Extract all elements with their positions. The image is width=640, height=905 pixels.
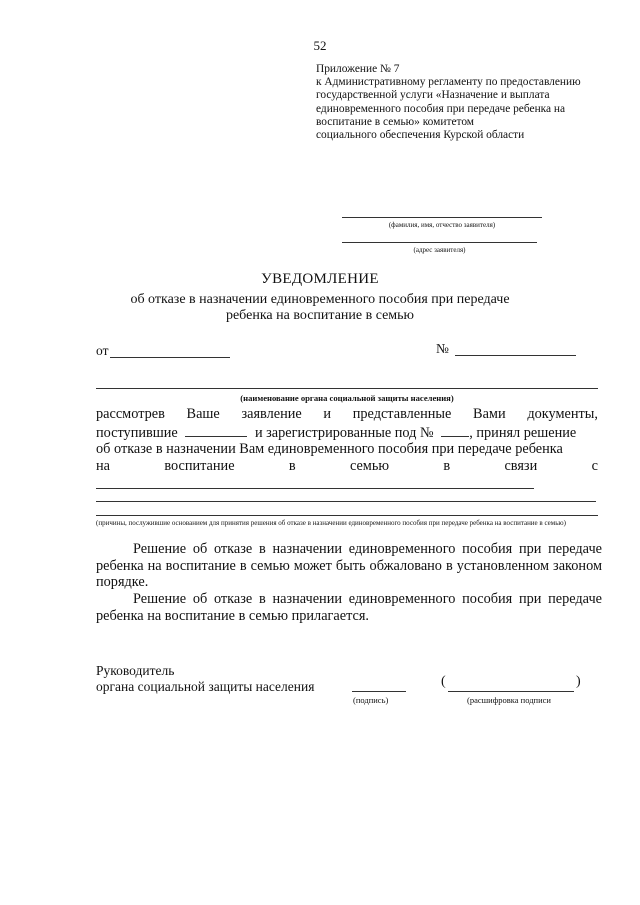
document-subtitle	[0, 292, 640, 324]
signature-line[interactable]	[352, 691, 406, 692]
reason-caption: (причины, послужившие основанием для принятия решения об отказе в назначении единовременного пособия при передаче ребенка на воспитание в семью)	[96, 519, 566, 527]
body-text-part: поступившие	[96, 425, 178, 441]
reason-line-2[interactable]	[96, 501, 596, 502]
appeal-paragraph: Решение об отказе в назначении единовременного пособия при передаче ребенка на воспитание в семью может быть обжаловано в установленном законом порядке.	[96, 541, 602, 590]
reason-line-1[interactable]	[96, 488, 534, 489]
signer-position-line1: Руководитель	[96, 663, 175, 678]
body-word: Ваше	[186, 406, 220, 422]
number-label: №	[436, 341, 449, 356]
body-word: Вами	[473, 406, 506, 422]
attached-paragraph: Решение об отказе в назначении единовременного пособия при передаче ребенка на воспитание в семью прилагается.	[96, 591, 602, 624]
from-label: от	[96, 343, 109, 358]
document-title: УВЕДОМЛЕНИЕ	[261, 271, 379, 287]
appendix-line: к Административному регламенту по предоставлению	[316, 76, 581, 89]
applicant-address-line[interactable]	[342, 242, 537, 243]
paren-close: )	[576, 674, 581, 689]
appendix-line: единовременного пособия при передаче ребенка на	[316, 102, 566, 115]
paren-open: (	[441, 674, 446, 689]
body-word: и	[323, 406, 332, 422]
subtitle-line: ребенка на воспитание в семью	[225, 308, 415, 323]
signature-caption: (подпись)	[353, 695, 389, 705]
body-word: на	[96, 458, 110, 474]
body-word: представленные	[352, 406, 452, 422]
body-word: с	[591, 458, 598, 474]
body-line-4	[96, 458, 598, 475]
appendix-line: социального обеспечения Курской области	[316, 129, 525, 142]
appendix-line: Приложение № 7	[316, 63, 400, 75]
page-number: 52	[313, 38, 327, 53]
date-field-line[interactable]	[110, 357, 230, 358]
organization-line[interactable]	[96, 388, 598, 389]
signature-decode-line[interactable]	[448, 691, 574, 692]
body-text-part: и зарегистрированные под №	[254, 425, 434, 441]
body-word: в	[288, 458, 296, 474]
appendix-line: государственной услуги «Назначение и выплата	[316, 89, 550, 102]
applicant-address-caption: (адрес заявителя)	[413, 246, 466, 254]
applicant-name-line[interactable]	[342, 217, 542, 218]
reason-line-3[interactable]	[96, 515, 598, 516]
received-date-blank[interactable]	[185, 424, 247, 437]
body-word: связи	[504, 458, 538, 474]
body-word: документы,	[527, 406, 598, 422]
body-line-3: об отказе в назначении Вам единовременного пособия при передаче ребенка	[96, 441, 563, 457]
appendix-line: воспитание в семью» комитетом	[316, 115, 475, 128]
appendix-block	[316, 63, 616, 142]
subtitle-line: об отказе в назначении единовременного пособия при передаче	[130, 292, 510, 307]
body-word: рассмотрев	[96, 406, 165, 422]
body-word: семью	[349, 458, 390, 474]
body-line-2	[96, 424, 576, 442]
decode-caption: (расшифровка подписи	[467, 695, 551, 705]
applicant-name-caption: (фамилия, имя, отчество заявителя)	[388, 221, 496, 229]
organization-caption: (наименование органа социальной защиты населения)	[240, 393, 454, 403]
signer-position-line2: органа социальной защиты населения	[96, 679, 315, 694]
body-word: в	[443, 458, 451, 474]
body-word: заявление	[241, 406, 302, 422]
body-word: воспитание	[164, 458, 235, 474]
body-line-1	[96, 406, 598, 423]
body-text-part: , принял решение	[469, 425, 577, 441]
number-field-line[interactable]	[455, 355, 576, 356]
registration-number-blank[interactable]	[441, 424, 469, 437]
